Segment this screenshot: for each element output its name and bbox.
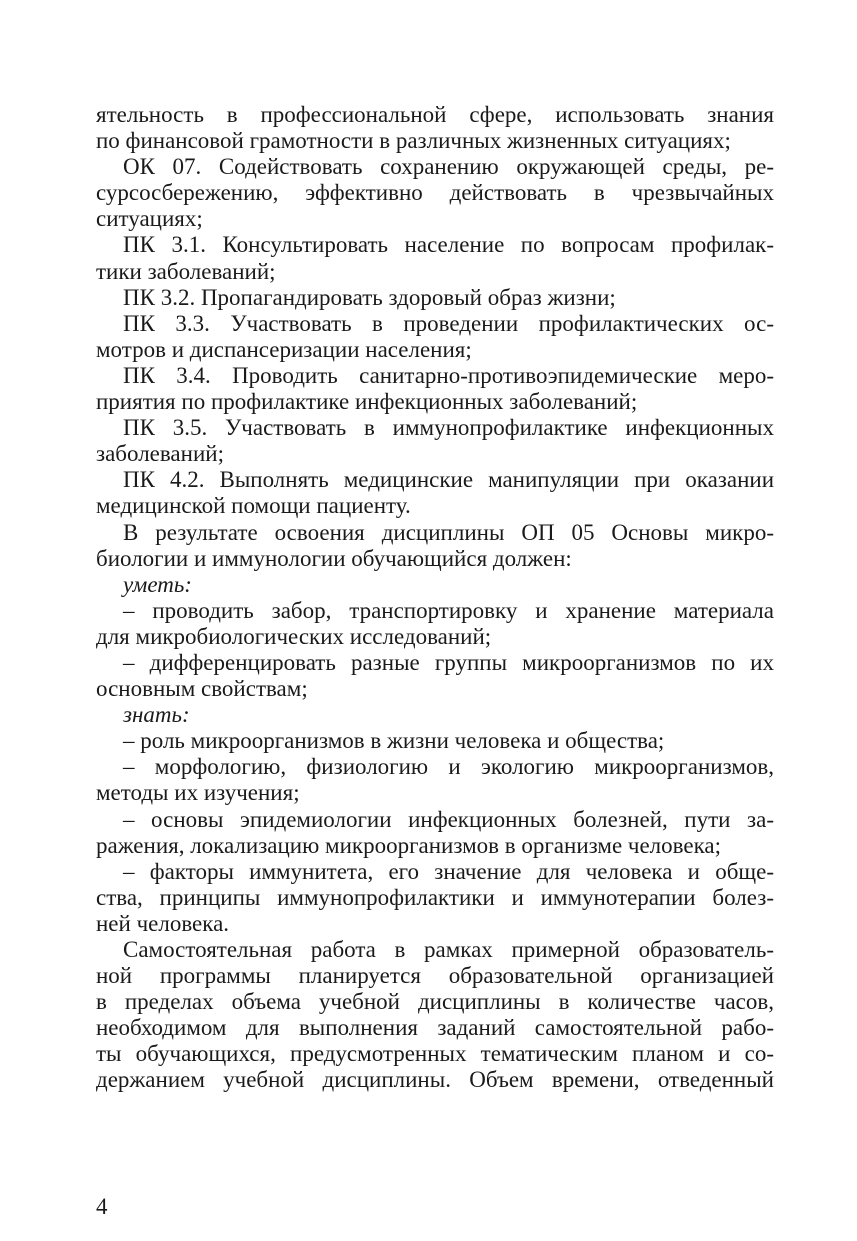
text-line: ятельность в профессиональной сфере, использовать знания (96, 102, 774, 127)
text-line: В результате освоения дисциплины ОП 05 Основы микро- (123, 519, 774, 545)
section-label-line: уметь: (123, 571, 192, 597)
text-line: ПК 3.3. Участвовать в проведении профилактических ос- (123, 310, 774, 336)
text-line: – проводить забор, транспортировку и хранение материала (123, 597, 774, 623)
text-line: приятия по профилактике инфекционных заболеваний; (96, 389, 638, 415)
text-line: ПК 3.1. Консультировать население по вопросам профилак- (123, 232, 774, 258)
page-number: 4 (96, 1194, 108, 1219)
text-line: ражения, локализацию микроорганизмов в организме человека; (96, 832, 722, 858)
text-line: необходимом для выполнения заданий самостоятельной рабо- (96, 1015, 774, 1041)
text-line: основным свойствам; (96, 676, 308, 702)
text-line: – роль микроорганизмов в жизни человека и общества; (123, 728, 665, 754)
text-line: методы их изучения; (96, 780, 300, 806)
text-line: ОК 07. Содействовать сохранению окружающей среды, ре- (123, 154, 774, 180)
text-line: в пределах объема учебной дисциплины в количестве часов, (96, 989, 774, 1015)
text-line: сурсосбережению, эффективно действовать в чрезвычайных (96, 180, 774, 206)
text-line: – факторы иммунитета, его значение для человека и обще- (123, 858, 774, 884)
text-line: ной программы планируется образовательной организацией (96, 963, 774, 989)
text-line: держанием учебной дисциплины. Объем времени, отведенный (96, 1067, 774, 1093)
text-line: ПК 3.4. Проводить санитарно-противоэпидемические меро- (123, 362, 774, 388)
text-line: заболеваний; (96, 441, 224, 467)
text-line: ПК 3.5. Участвовать в иммунопрофилактике инфекционных (123, 415, 774, 441)
text-line: ПК 3.2. Пропагандировать здоровый образ жизни; (123, 284, 616, 310)
text-line: Самостоятельная работа в рамках примерной образователь- (123, 937, 774, 962)
text-line: – основы эпидемиологии инфекционных болезней, пути за- (123, 806, 774, 832)
section-label-line: знать: (123, 702, 190, 728)
text-line: ты обучающихся, предусмотренных тематическим планом и со- (96, 1041, 774, 1067)
text-line: биологии и иммунологии обучающийся должен: (96, 545, 572, 571)
body-text (96, 102, 774, 1094)
text-line: по финансовой грамотности в различных жизненных ситуациях; (96, 128, 731, 154)
text-line: для микробиологических исследований; (96, 623, 492, 649)
text-line: – дифференцировать разные группы микроорганизмов по их (123, 649, 774, 675)
text-line: медицинской помощи пациенту. (96, 493, 411, 519)
text-line: ПК 4.2. Выполнять медицинские манипуляции при оказании (123, 467, 774, 493)
text-line: тики заболеваний; (96, 258, 276, 284)
text-line: ней человека. (96, 910, 230, 936)
text-line: ства, принципы иммунопрофилактики и иммунотерапии болез- (96, 884, 774, 910)
text-line: – морфологию, физиологию и экологию микроорганизмов, (123, 754, 774, 780)
text-line: ситуациях; (96, 206, 203, 232)
text-line: мотров и диспансеризации населения; (96, 336, 472, 362)
